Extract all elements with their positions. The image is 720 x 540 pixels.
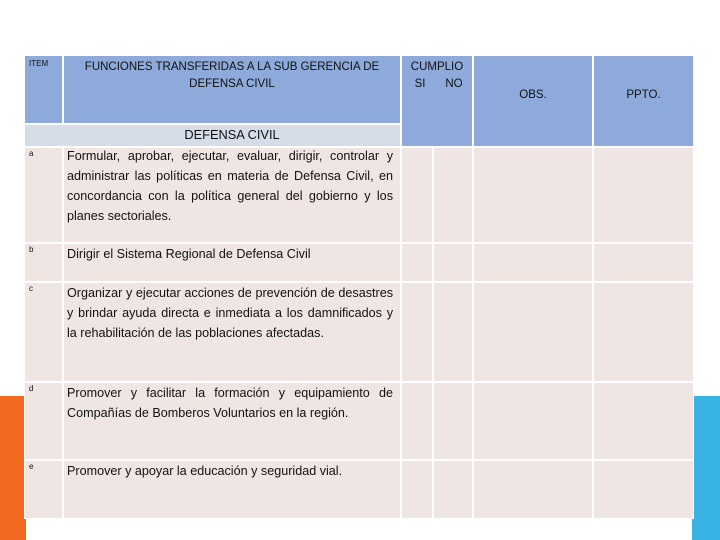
row-c-si-cell bbox=[402, 283, 432, 381]
row-e-si-cell bbox=[402, 461, 432, 518]
item-column-header: ITEM bbox=[29, 59, 49, 68]
cumplio-column-header: CUMPLIO bbox=[410, 61, 464, 73]
row-b-si-cell bbox=[402, 244, 432, 281]
header-item-cell bbox=[25, 56, 62, 123]
row-e-item-cell bbox=[25, 461, 62, 518]
row-b-item: b bbox=[29, 245, 34, 254]
row-b-text-cell bbox=[64, 244, 400, 281]
row-d-text: Promover y facilitar la formación y equipamiento de Compañías de Bomberos Voluntarios en la región. bbox=[67, 386, 393, 420]
row-a-text-cell bbox=[64, 148, 400, 242]
row-d-ppto-cell bbox=[594, 383, 693, 459]
functions-table bbox=[24, 55, 694, 519]
row-c-no-cell bbox=[434, 283, 472, 381]
row-b-ppto-cell bbox=[594, 244, 693, 281]
row-b-item-cell bbox=[25, 244, 62, 281]
row-c-ppto-cell bbox=[594, 283, 693, 381]
row-d-item-cell bbox=[25, 383, 62, 459]
row-a-text: Formular, aprobar, ejecutar, evaluar, dirigir, controlar y administrar las políticas en materia de Defensa Civil, en concordancia con la política general del gobierno y los planes sectoriales. bbox=[67, 149, 393, 223]
row-b-no-cell bbox=[434, 244, 472, 281]
row-c-text-cell bbox=[64, 283, 400, 381]
blue-accent-bar bbox=[692, 396, 720, 540]
row-c-item-cell bbox=[25, 283, 62, 381]
ppto-column-header: PPTO. bbox=[626, 89, 661, 101]
row-c-item: c bbox=[29, 284, 33, 293]
obs-column-header: OBS. bbox=[519, 89, 547, 101]
header-funciones-cell bbox=[64, 56, 400, 123]
row-a-obs-cell bbox=[474, 148, 592, 242]
row-c-obs-cell bbox=[474, 283, 592, 381]
row-a-item-cell bbox=[25, 148, 62, 242]
section-title: DEFENSA CIVIL bbox=[184, 127, 280, 142]
no-column-header: NO bbox=[445, 78, 463, 90]
row-b-obs-cell bbox=[474, 244, 592, 281]
row-e-item: e bbox=[29, 462, 34, 471]
header-obs-cell bbox=[474, 56, 592, 146]
header-cumplio-cell bbox=[402, 56, 472, 146]
row-a-ppto-cell bbox=[594, 148, 693, 242]
row-a-item: a bbox=[29, 149, 34, 158]
row-d-item: d bbox=[29, 384, 34, 393]
header-ppto-cell bbox=[594, 56, 693, 146]
row-d-text-cell bbox=[64, 383, 400, 459]
section-band bbox=[25, 125, 400, 146]
row-d-obs-cell bbox=[474, 383, 592, 459]
row-e-text-cell bbox=[64, 461, 400, 518]
row-e-obs-cell bbox=[474, 461, 592, 518]
row-c-text: Organizar y ejecutar acciones de prevención de desastres y brindar ayuda directa e inmediata a los damnificados y la rehabilitación de las poblaciones afectadas. bbox=[67, 286, 393, 340]
orange-accent-bar bbox=[0, 396, 26, 540]
row-e-ppto-cell bbox=[594, 461, 693, 518]
row-e-no-cell bbox=[434, 461, 472, 518]
row-b-text: Dirigir el Sistema Regional de Defensa Civil bbox=[67, 247, 311, 261]
row-d-si-cell bbox=[402, 383, 432, 459]
row-a-no-cell bbox=[434, 148, 472, 242]
row-e-text: Promover y apoyar la educación y seguridad vial. bbox=[67, 464, 343, 478]
row-a-si-cell bbox=[402, 148, 432, 242]
si-column-header: SI bbox=[414, 78, 426, 90]
funciones-column-header: FUNCIONES TRANSFERIDAS A LA SUB GERENCIA DE DEFENSA CIVIL bbox=[84, 61, 380, 90]
row-d-no-cell bbox=[434, 383, 472, 459]
